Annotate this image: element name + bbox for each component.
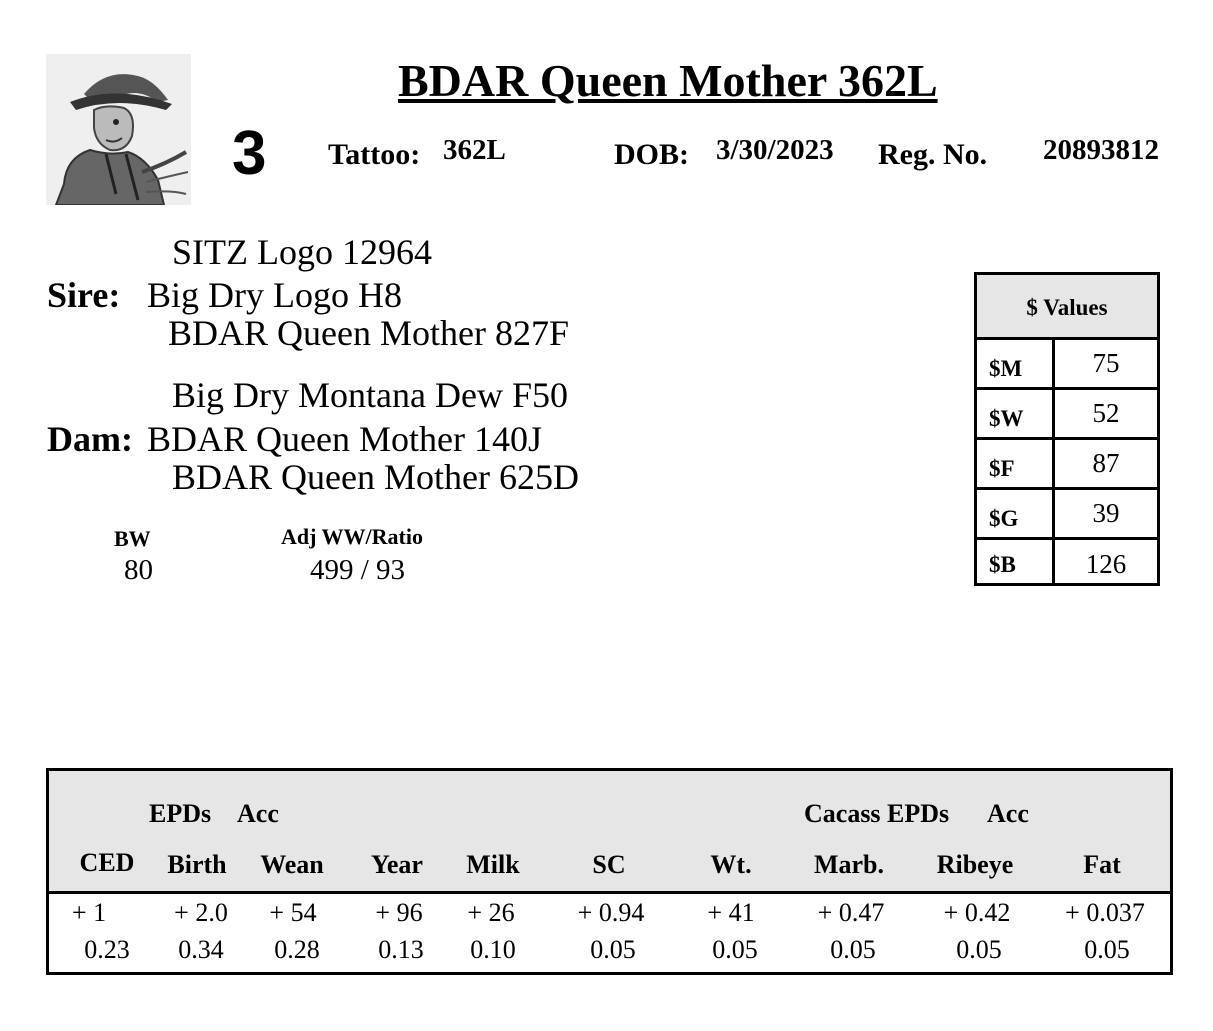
- carcass-group-label: Cacass EPDs: [804, 799, 950, 828]
- dob-value: 3/30/2023: [716, 134, 834, 166]
- acc-value: 0.10: [470, 935, 516, 964]
- dollar-row: [977, 440, 1157, 490]
- dollar-value: 52: [1092, 398, 1120, 428]
- epd-col-header: Birth: [167, 850, 227, 879]
- epd-value: + 0.037: [1065, 898, 1145, 927]
- dollar-row: [977, 340, 1157, 390]
- epd-value: + 41: [707, 898, 755, 927]
- acc-value: 0.28: [274, 935, 320, 964]
- dollar-key: $M: [977, 340, 1055, 387]
- epd-value: + 96: [375, 898, 423, 927]
- cowboy-portrait-logo-icon: [46, 54, 191, 205]
- epd-col-header: Ribeye: [936, 850, 1014, 879]
- epd-col-header: Fat: [1083, 850, 1121, 879]
- dollar-value: 87: [1092, 448, 1120, 478]
- acc-value: 0.05: [956, 935, 1002, 964]
- epd-col-header: Milk: [466, 850, 520, 879]
- epd-value: + 0.94: [577, 898, 645, 927]
- dollar-row: [977, 490, 1157, 540]
- carcass-group-acc: Acc: [987, 799, 1029, 828]
- dollar-key: $B: [977, 540, 1055, 583]
- epd-value: + 54: [269, 898, 317, 927]
- epd-table-header: [49, 771, 1170, 894]
- reg-value: 20893812: [1043, 134, 1159, 166]
- epd-group-acc: Acc: [237, 799, 279, 828]
- dollar-key: $G: [977, 490, 1055, 537]
- acc-value: 0.23: [84, 935, 130, 964]
- acc-value: 0.13: [378, 935, 424, 964]
- sire-sire: SITZ Logo 12964: [172, 232, 432, 272]
- dollar-value: 39: [1092, 498, 1120, 528]
- dob-label: DOB:: [614, 138, 689, 171]
- epd-value: + 1: [71, 898, 107, 927]
- dam-sire: Big Dry Montana Dew F50: [172, 375, 568, 415]
- dollar-row: [977, 390, 1157, 440]
- dam-dam: BDAR Queen Mother 625D: [172, 457, 579, 497]
- tattoo-value: 362L: [443, 134, 506, 166]
- epd-col-header: SC: [592, 850, 626, 879]
- acc-value: 0.34: [178, 935, 224, 964]
- sire-name: Big Dry Logo H8: [147, 275, 402, 315]
- epd-col-header: Wt.: [710, 850, 752, 879]
- epd-table: [46, 768, 1173, 975]
- epd-value: + 26: [467, 898, 515, 927]
- epd-col-header: Marb.: [813, 850, 885, 879]
- dam-label: Dam:: [47, 419, 133, 459]
- reg-label: Reg. No.: [878, 138, 988, 171]
- epd-col-header: CED: [79, 848, 135, 877]
- tattoo-label: Tattoo:: [328, 138, 421, 171]
- acc-value: 0.05: [712, 935, 758, 964]
- sire-label: Sire:: [47, 275, 121, 315]
- acc-value: 0.05: [1084, 935, 1130, 964]
- acc-value: 0.05: [830, 935, 876, 964]
- epd-col-header: Wean: [260, 850, 324, 879]
- epd-group-label: EPDs: [149, 799, 212, 828]
- sire-dam: BDAR Queen Mother 827F: [168, 313, 569, 353]
- dollar-values-title: $ Values: [977, 275, 1157, 340]
- dollar-values-table: [974, 272, 1160, 586]
- animal-title: BDAR Queen Mother 362L: [398, 55, 938, 106]
- epd-value: + 0.42: [943, 898, 1011, 927]
- bw-label: BW: [114, 526, 151, 551]
- bw-value: 80: [124, 554, 153, 586]
- dollar-value: 75: [1092, 348, 1120, 378]
- dam-name: BDAR Queen Mother 140J: [147, 419, 542, 459]
- epd-col-header: Year: [371, 850, 423, 879]
- ww-label: Adj WW/Ratio: [281, 524, 423, 549]
- lot-number: 3: [232, 119, 267, 188]
- epd-value: + 0.47: [817, 898, 885, 927]
- epd-value: + 2.0: [174, 898, 228, 927]
- dollar-key: $F: [977, 440, 1055, 487]
- dollar-key: $W: [977, 390, 1055, 437]
- dollar-row: [977, 540, 1157, 583]
- ww-value: 499 / 93: [310, 554, 406, 586]
- dollar-value: 126: [1085, 549, 1127, 579]
- acc-value: 0.05: [590, 935, 636, 964]
